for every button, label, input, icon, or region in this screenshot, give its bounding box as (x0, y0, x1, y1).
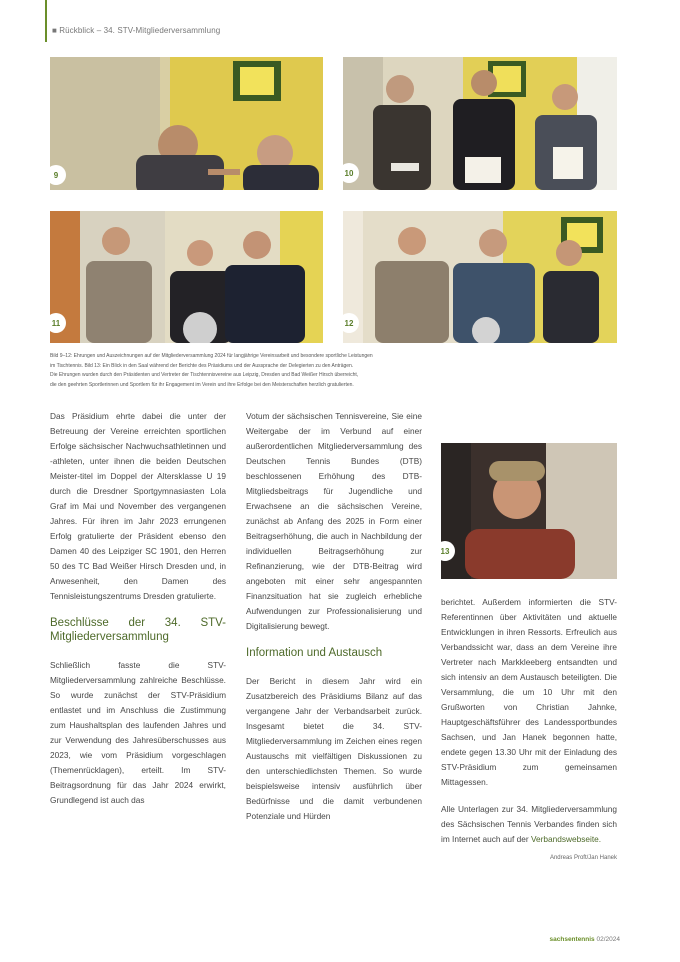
photo-13-number-badge: 13 (441, 541, 455, 561)
photo-9-number-badge: 9 (50, 165, 66, 185)
paragraph (441, 802, 617, 847)
author-credit: Andreas Proft/Jan Hanek (549, 855, 617, 861)
photo-12 (343, 211, 617, 343)
section-spine-bar (45, 0, 47, 42)
paragraph: Der Bericht in diesem Jahr wird ein Zusatzbereich des Präsidiums Bilanz auf das vergangene Jahr der Verbandsarbeit zurück. Insgesamt bietet die 34. STV-Mitgliederversammlung im Zeichen eines regen Austauschs mit vielfältigen Diskussionen zu den unterschiedlichsten Themen. So wurde beispielsweise intensiv ausführlich über Bedürfnisse und die damit verbundenen Potenziale und Hürden (246, 676, 422, 821)
article-column-right (441, 595, 617, 866)
photo-10-number-badge: 10 (343, 163, 359, 183)
photo-11-number-badge: 11 (50, 313, 66, 333)
running-head: ■ Rückblick – 34. STV-Mitgliederversammlung (52, 26, 221, 35)
paragraph: Das Präsidium ehrte dabei die unter der Betreuung der Vereine erreichten sportlichen Erfolge sächsischer Nachwuchsathletinnen und -athleten, unter ihnen die beiden Deutschen Meister-titel im Doppel der Altersklasse U 19 durch die Dresdner Sportgymnasiasten Lola Graf im Mai und November des vergangenen Jahres. Für ihren im Jahr 2023 errungenen Erfolg gratulierte der Präsident ebenso den Damen 40 des Leipziger SC 1901, den Herren 50 des TC Bad Weißer Hirsch Dresden und, in Anwesenheit, den Damen des Tennisleistungszentrums Dresden gratulierte. (50, 411, 226, 601)
photo-9-image (50, 57, 323, 190)
caption-line: Bild 9–12: Ehrungen und Auszeichnungen auf der Mitgliederversammlung 2024 für langjährige Vereinsarbeit und besondere sportliche Leistungen (50, 353, 373, 359)
caption-line: die den geehrten Sportlerinnen und Sportlern für ihr Engagement im Verein und ihre Erfolge bei den Meisterschaften herzlich gratulierten. (50, 381, 354, 388)
photo-9 (50, 57, 323, 190)
photo-caption (50, 352, 625, 390)
article-column-left (50, 409, 226, 820)
photo-10 (343, 57, 617, 190)
page-footer (550, 936, 620, 943)
photo-12-number-badge: 12 (343, 313, 359, 333)
section-heading: Information und Austausch (246, 647, 383, 659)
magazine-brand: sachsentennis (549, 936, 595, 943)
paragraph: Schließlich fasste die STV-Mitgliederversammlung zahlreiche Beschlüsse. So wurde zunächst der STV-Präsidium entlastet und im Anschluss die Zustimmung zum Haushaltsplan des laufenden Jahres und zur Verwendung des Jahresüberschusses aus 2023, wie vom Präsidium vorgeschlagen (Themenrücklagen), erteilt. Im STV-Beitragsordnung für das Jahr 2024 erwirkt, Grundlegend ist auch das (50, 660, 226, 805)
photo-10-image (343, 57, 617, 190)
paragraph-text: Alle Unterlagen zur 34. Mitgliederversammlung des Sächsischen Tennis Verbandes finden sich im Internet auch auf der (441, 804, 617, 844)
caption-line: im Tischtennis. Bild 13: Ein Blick in den Saal während der Berichte des Präsidiums und der Aussprache der Delegierten zu den Anträgen. (50, 362, 354, 369)
photo-13 (441, 443, 617, 579)
photo-11 (50, 211, 323, 343)
photo-13-image (441, 443, 617, 579)
caption-line: Die Ehrungen wurden durch den Präsidenten und Vertreter der Tischtennisvereine aus Leipzig, Dresden und Bad Weißer Hirsch überreicht, (50, 372, 359, 379)
section-heading: Beschlüsse der 34. STV-Mitgliederversammlung (50, 617, 226, 643)
paragraph: berichtet. Außerdem informierten die STV-Referentinnen über Aktivitäten und aktuelle Entwicklungen in ihren Ressorts. Erfreulich aus Verbandssicht war, dass an dem Vereine ihre Vertreter nach Markkleeberg entsandten und sich intensiv an dem Austausch beteiligten. Die Versammlung, die um 10 Uhr mit den Grußworten von Christian Jahnke, Hauptgeschäftsführer des Landessportbundes Sachsen, und Jan Hanek begonnen hatte, endete gegen 13.30 Uhr mit der Einladung des STV-Präsidium zum gemeinsamen Mittagessen. (441, 597, 617, 787)
paragraph: Votum der sächsischen Tennisvereine, Sie eine Weitergabe der im Verbund auf einer außerordentlichen Mitgliederversammlung des Deutschen Tennis Bundes (DTB) beschlossenen Erhöhung des DTB-Mitgliedsbeitrags für Jugendliche und Erwachsene an die sächsischen Vereine, zunächst ab Anfang des 2025 in Form einer Beitragserhöhung, die auch in Nachbildung der individuellen Beitragserhöhung zur Refinanzierung, wie der DTB-Beitrag wird angeboten mit einer sehr angespannten Finanzsituation hat sie zugleich erhebliche Aufwendungen zur Professionalisierung und Digitalisierung bewegt. (246, 411, 422, 631)
article-column-middle (246, 409, 422, 836)
issue-number: 02/2024 (596, 936, 620, 943)
website-link[interactable]: Verbandswebseite. (530, 834, 602, 844)
photo-11-image (50, 211, 323, 343)
photo-12-image (343, 211, 617, 343)
